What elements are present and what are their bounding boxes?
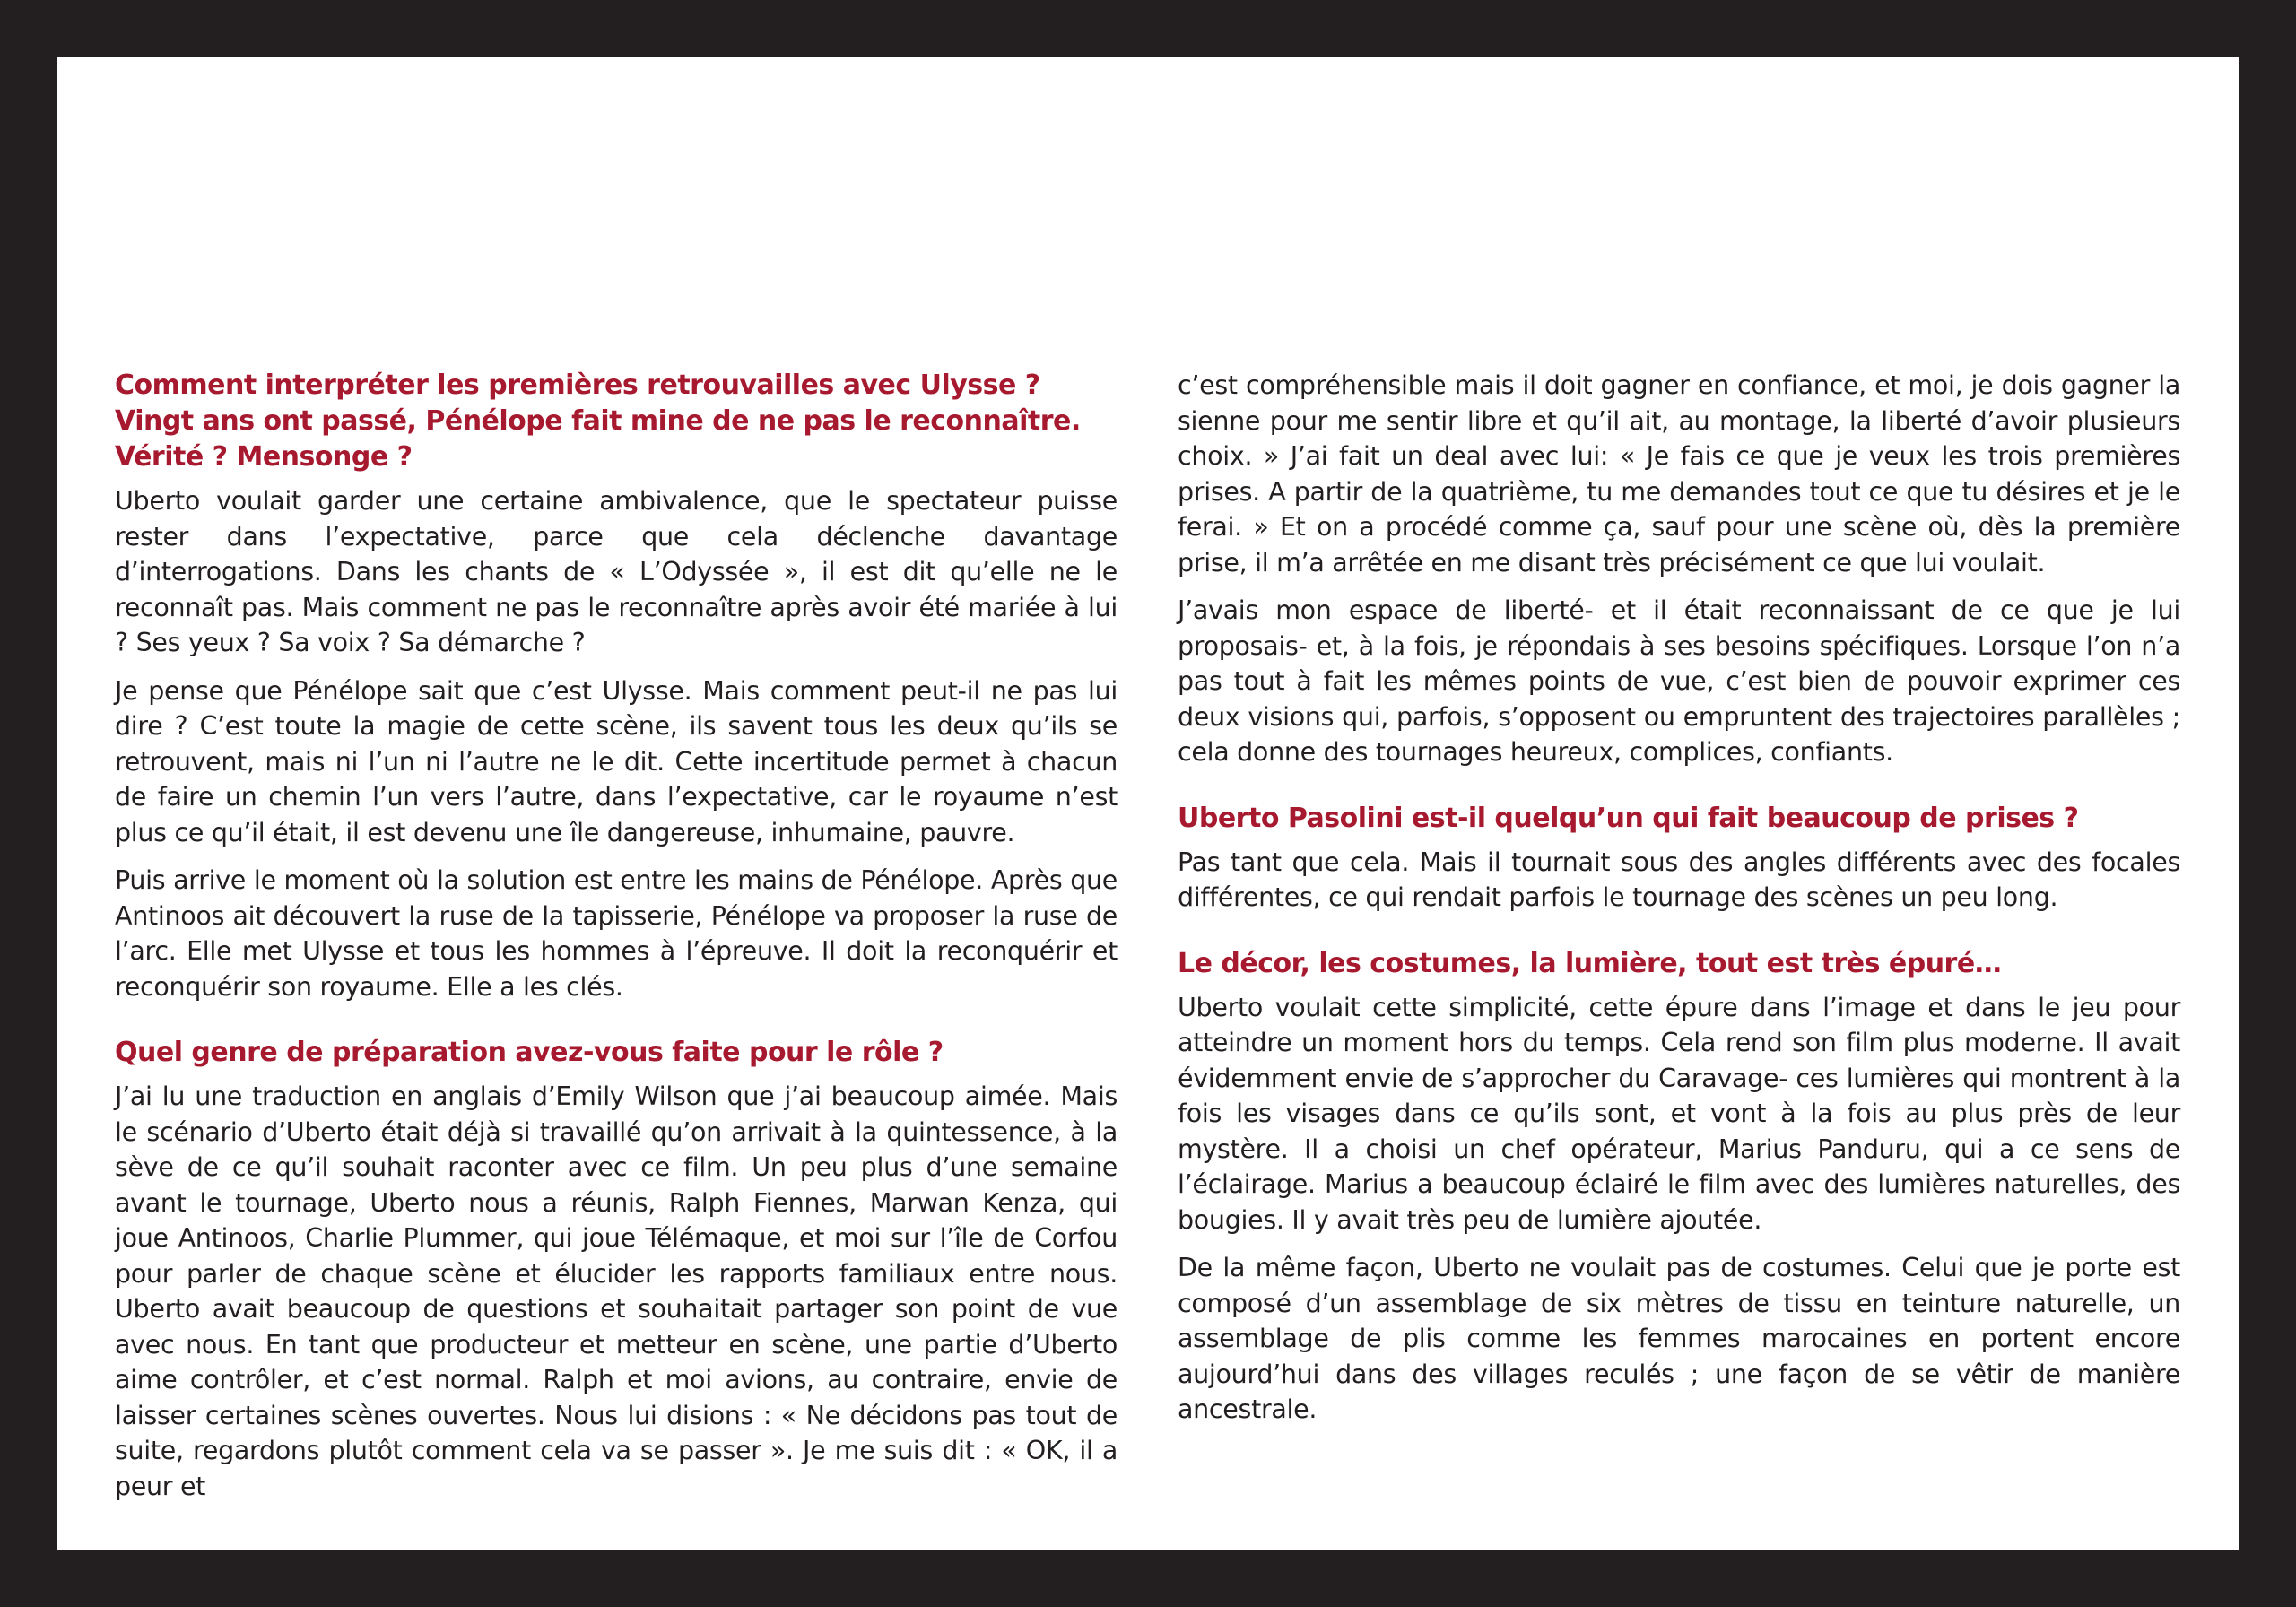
left-column: [115, 368, 1118, 1504]
answer-paragraph: Puis arrive le moment où la solution est entre les mains de Pénélope. Après que Antinoos ait découvert la ruse de la tapisserie, Pénélope va proposer la ruse de l’arc. Elle met Ulysse et tous les hommes à l’épreuve. Il doit la reconquérir et reconquérir son royaume. Elle a les clés.: [115, 865, 1118, 1002]
answer-paragraph: Pas tant que cela. Mais il tournait sous des angles différents avec des focales différentes, ce qui rendait parfois le tournage des scènes un peu long.: [1178, 847, 2180, 912]
question-heading: Uberto Pasolini est-il quelqu’un qui fait beaucoup de prises ?: [1178, 802, 2079, 834]
document-page: [57, 57, 2239, 1550]
answer-paragraph: J’avais mon espace de liberté- et il était reconnaissant de ce que je lui proposais- et, à la fois, je répondais à ses besoins spécifiques. Lorsque l’on n’a pas tout à fait les mêmes points de vue, c’est bien de pouvoir exprimer ces deux visions qui, parfois, s’opposent ou empruntent des trajectoires parallèles ; cela donne des tournages heureux, complices, confiants.: [1178, 595, 2180, 767]
question-heading: Le décor, les costumes, la lumière, tout est très épuré…: [1178, 947, 2002, 979]
question-heading: Comment interpréter les premières retrouvailles avec Ulysse ? Vingt ans ont passé, Pénélope fait mine de ne pas le reconnaître. Vérité ? Mensonge ?: [115, 369, 1081, 473]
answer-paragraph: Uberto voulait garder une certaine ambivalence, que le spectateur puisse rester dans l’expectative, parce que cela déclenche davantage d’interrogations. Dans les chants de « L’Odyssée », il est dit qu’elle ne le reconnaît pas. Mais comment ne pas le reconnaître après avoir été mariée à lui ? Ses yeux ? Sa voix ? Sa démarche ?: [115, 486, 1118, 657]
answer-paragraph: c’est compréhensible mais il doit gagner en confiance, et moi, je dois gagner la sienne pour me sentir libre et qu’il ait, au montage, la liberté d’avoir plusieurs choix. » J’ai fait un deal avec lui: « Je fais ce que je veux les trois premières prises. A partir de la quatrième, tu me demandes tout ce que tu désires et je le ferai. » Et on a procédé comme ça, sauf pour une scène où, dès la première prise, il m’a arrêtée en me disant très précisément ce que lui voulait.: [1178, 370, 2180, 578]
right-column: [1178, 368, 2180, 1428]
answer-paragraph: De la même façon, Uberto ne voulait pas de costumes. Celui que je porte est composé d’un assemblage de six mètres de tissu en teinture naturelle, un assemblage de plis comme les femmes marocaines en portent encore aujourd’hui dans des villages reculés ; une façon de se vêtir de manière ancestrale.: [1178, 1253, 2180, 1424]
answer-paragraph: Uberto voulait cette simplicité, cette épure dans l’image et dans le jeu pour atteindre un moment hors du temps. Cela rend son film plus moderne. Il avait évidemment envie de s’approcher du Caravage- ces lumières qui montrent à la fois les visages dans ce qu’ils sont, et vont à la fois au plus près de leur mystère. Il a choisi un chef opérateur, Marius Panduru, qui a ce sens de l’éclairage. Marius a beaucoup éclairé le film avec des lumières naturelles, des bougies. Il y avait très peu de lumière ajoutée.: [1178, 992, 2180, 1235]
question-heading: Quel genre de préparation avez-vous faite pour le rôle ?: [115, 1037, 944, 1068]
answer-paragraph: J’ai lu une traduction en anglais d’Emily Wilson que j’ai beaucoup aimée. Mais le scénario d’Uberto était déjà si travaillé qu’on arrivait à la quintessence, à la sève de ce qu’il souhait raconter avec ce film. Un peu plus d’une semaine avant le tournage, Uberto nous a réunis, Ralph Fiennes, Marwan Kenza, qui joue Antinoos, Charlie Plummer, qui joue Télémaque, et moi sur l’île de Corfou pour parler de chaque scène et élucider les rapports familiaux entre nous. Uberto avait beaucoup de questions et souhaitait partager son point de vue avec nous. En tant que producteur et metteur en scène, une partie d’Uberto aime contrôler, et c’est normal. Ralph et moi avions, au contraire, envie de laisser certaines scènes ouvertes. Nous lui disions : « Ne décidons pas tout de suite, regardons plutôt comment cela va se passer ». Je me suis dit : « OK, il a peur et: [115, 1081, 1118, 1501]
answer-paragraph: Je pense que Pénélope sait que c’est Ulysse. Mais comment peut-il ne pas lui dire ? C’est toute la magie de cette scène, ils savent tous les deux qu’ils se retrouvent, mais ni l’un ni l’autre ne le dit. Cette incertitude permet à chacun de faire un chemin l’un vers l’autre, dans l’expectative, car le royaume n’est plus ce qu’il était, il est devenu une île dangereuse, inhumaine, pauvre.: [115, 675, 1118, 847]
